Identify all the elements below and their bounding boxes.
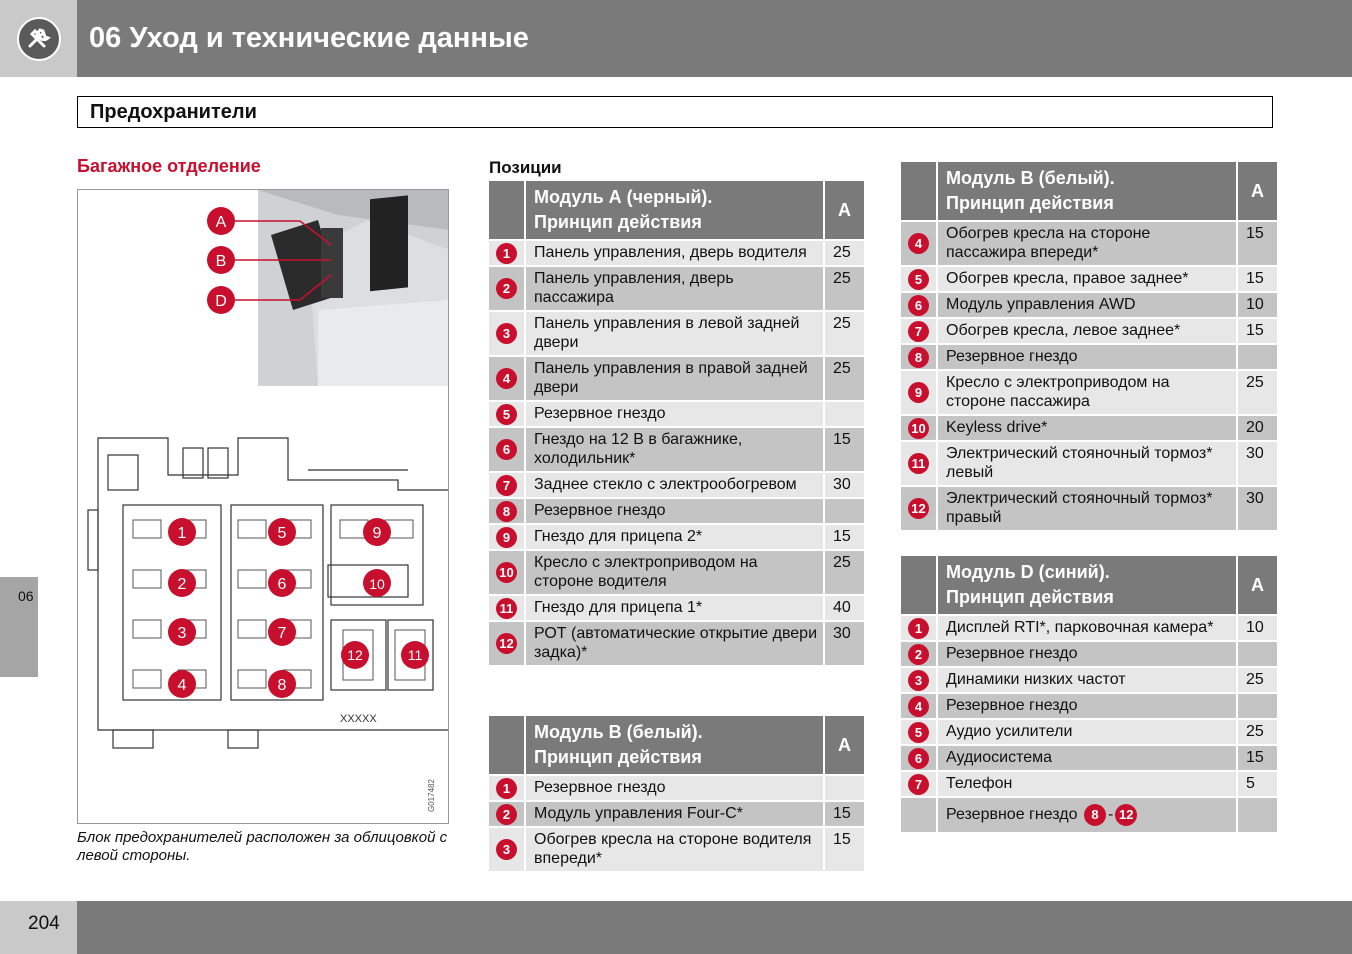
fuse-badge-6 xyxy=(268,569,296,597)
module-b-title: Модуль В (белый). Принцип действия xyxy=(938,162,1238,222)
row-function-cell: Гнездо для прицепа 1* xyxy=(526,596,825,622)
range-from-badge: 8 xyxy=(1084,804,1106,826)
row-function-cell xyxy=(938,798,1238,834)
row-amp-cell: 15 xyxy=(825,428,864,473)
table-row xyxy=(489,312,864,357)
fuse-number-badge: 5 xyxy=(496,404,517,425)
row-function-cell: Резервное гнездо xyxy=(526,402,825,428)
row-amp-cell xyxy=(825,776,864,802)
row-function-cell: Аудиосистема xyxy=(938,746,1238,772)
fuse-badge-4 xyxy=(168,670,196,698)
row-amp-cell: 20 xyxy=(1238,416,1277,442)
row-number-cell xyxy=(901,222,938,267)
table-row xyxy=(489,241,864,267)
fuse-badge-11 xyxy=(401,641,429,669)
table-row xyxy=(901,319,1277,345)
row-function-cell: Резервное гнездо xyxy=(526,499,825,525)
amp-header: А xyxy=(1238,162,1277,222)
table-row xyxy=(901,371,1277,416)
row-amp-cell: 25 xyxy=(825,357,864,402)
row-function-cell: Телефон xyxy=(938,772,1238,798)
module-d-table xyxy=(901,556,1277,834)
reserve-label: Резервное гнездо xyxy=(946,806,1078,824)
fuse-number-badge: 2 xyxy=(496,804,517,825)
svg-text:3: 3 xyxy=(177,625,187,642)
svg-text:XXXXX: XXXXX xyxy=(340,713,377,725)
table-row xyxy=(489,267,864,312)
row-function-cell: Резервное гнездо xyxy=(526,776,825,802)
section-title-box xyxy=(77,96,1273,128)
row-number-cell xyxy=(901,668,938,694)
fuse-number-badge: 4 xyxy=(908,233,929,254)
positions-heading: Позиции xyxy=(489,158,562,177)
row-amp-cell: 30 xyxy=(825,622,864,667)
row-number-cell xyxy=(901,371,938,416)
svg-text:10: 10 xyxy=(369,576,385,592)
row-function-cell: Резервное гнездо xyxy=(938,694,1238,720)
module-a-table xyxy=(489,181,864,667)
row-number-cell xyxy=(901,442,938,487)
footer-bar xyxy=(0,901,1352,954)
fuse-badge-5 xyxy=(268,518,296,546)
module-b1-rows xyxy=(489,716,864,873)
row-number-cell xyxy=(489,402,526,428)
row-number-cell xyxy=(489,312,526,357)
row-amp-cell xyxy=(1238,798,1277,834)
fuse-number-badge: 4 xyxy=(908,696,929,717)
chapter-title: 06 Уход и технические данные xyxy=(89,22,529,54)
page-number-box xyxy=(0,901,77,954)
row-amp-cell: 5 xyxy=(1238,772,1277,798)
fuse-number-badge: 2 xyxy=(496,278,517,299)
row-number-cell xyxy=(901,798,938,834)
fuse-number-badge: 11 xyxy=(908,453,929,474)
module-a-rows xyxy=(489,181,864,667)
row-amp-cell: 15 xyxy=(1238,746,1277,772)
chapter-logo xyxy=(0,0,77,77)
table-row xyxy=(901,293,1277,319)
chapter-side-tab xyxy=(0,577,38,677)
fuse-number-badge: 6 xyxy=(908,748,929,769)
amp-header: А xyxy=(1238,556,1277,616)
table-row xyxy=(489,499,864,525)
fuse-number-badge: 10 xyxy=(496,562,517,583)
table-row xyxy=(489,525,864,551)
svg-text:1: 1 xyxy=(177,525,187,542)
svg-text:2: 2 xyxy=(177,576,187,593)
row-function-cell: Кресло с электроприводом на стороне водителя xyxy=(526,551,825,596)
row-function-cell: Дисплей RTI*, парковочная камера* xyxy=(938,616,1238,642)
row-number-cell xyxy=(901,293,938,319)
row-function-cell: Обогрев кресла, правое заднее* xyxy=(938,267,1238,293)
fuse-badge-3 xyxy=(168,618,196,646)
side-tab-label: 06 xyxy=(18,588,34,604)
table-row xyxy=(489,622,864,667)
figure-caption: Блок предохранителей расположен за облицовкой с левой стороны. xyxy=(77,829,448,864)
row-number-cell xyxy=(901,642,938,668)
row-amp-cell: 25 xyxy=(1238,371,1277,416)
module-b-title: Модуль В (белый). Принцип действия xyxy=(526,716,825,776)
row-amp-cell xyxy=(1238,345,1277,371)
row-function-cell: Кресло с электроприводом на стороне пассажира xyxy=(938,371,1238,416)
module-a-title: Модуль А (черный). Принцип действия xyxy=(526,181,825,241)
fuse-number-badge: 5 xyxy=(908,722,929,743)
row-number-cell xyxy=(489,241,526,267)
svg-text:5: 5 xyxy=(277,525,287,542)
row-function-cell: Резервное гнездо xyxy=(938,642,1238,668)
row-number-cell xyxy=(901,772,938,798)
section-title: Предохранители xyxy=(90,101,257,123)
fuse-box-illustration xyxy=(77,189,449,824)
table-row xyxy=(489,473,864,499)
table-row xyxy=(901,720,1277,746)
row-function-cell: Панель управления, дверь пассажира xyxy=(526,267,825,312)
row-function-cell: Обогрев кресла на стороне водителя впереди* xyxy=(526,828,825,873)
row-number-cell xyxy=(489,622,526,667)
fuse-number-badge: 8 xyxy=(496,501,517,522)
wrench-screwdriver-icon xyxy=(16,16,62,62)
range-to-badge: 12 xyxy=(1115,804,1137,826)
row-number-cell xyxy=(901,616,938,642)
fuse-number-badge: 2 xyxy=(908,644,929,665)
trunk-subheading: Багажное отделение xyxy=(77,156,261,176)
row-amp-cell: 30 xyxy=(1238,487,1277,532)
row-number-cell xyxy=(489,473,526,499)
fuse-number-badge: 12 xyxy=(908,498,929,519)
table-row xyxy=(489,551,864,596)
svg-text:G017482: G017482 xyxy=(427,779,436,812)
row-function-cell: Обогрев кресла, левое заднее* xyxy=(938,319,1238,345)
row-number-cell xyxy=(901,416,938,442)
row-amp-cell: 15 xyxy=(1238,319,1277,345)
row-number-cell xyxy=(489,357,526,402)
module-b-table-1 xyxy=(489,716,864,873)
fuse-number-badge: 12 xyxy=(496,633,517,654)
table-row xyxy=(901,746,1277,772)
row-number-cell xyxy=(901,720,938,746)
fuse-number-badge: 7 xyxy=(908,774,929,795)
row-function-cell: Динамики низких частот xyxy=(938,668,1238,694)
svg-text:6: 6 xyxy=(277,576,287,593)
table-row xyxy=(901,668,1277,694)
table-row xyxy=(489,402,864,428)
callout-d xyxy=(207,286,235,314)
fuse-number-badge: 9 xyxy=(908,382,929,403)
table-row xyxy=(489,428,864,473)
row-number-cell xyxy=(489,802,526,828)
fuse-badge-7 xyxy=(268,618,296,646)
row-number-cell xyxy=(901,487,938,532)
fuse-number-badge: 8 xyxy=(908,347,929,368)
row-function-cell: Резервное гнездо xyxy=(938,345,1238,371)
amp-header: А xyxy=(825,716,864,776)
row-amp-cell xyxy=(825,499,864,525)
fuse-badge-9 xyxy=(363,518,391,546)
row-number-cell xyxy=(901,345,938,371)
row-amp-cell: 15 xyxy=(1238,222,1277,267)
row-number-cell xyxy=(489,499,526,525)
table-row xyxy=(901,772,1277,798)
svg-text:B: B xyxy=(215,253,227,270)
fuse-number-badge: 1 xyxy=(496,778,517,799)
fuse-badge-12 xyxy=(341,641,369,669)
table-row xyxy=(901,345,1277,371)
fuse-number-badge: 7 xyxy=(496,475,517,496)
row-amp-cell xyxy=(1238,694,1277,720)
row-number-cell xyxy=(489,776,526,802)
row-number-cell xyxy=(489,551,526,596)
table-row xyxy=(489,596,864,622)
row-number-cell xyxy=(489,596,526,622)
row-function-cell: Панель управления, дверь водителя xyxy=(526,241,825,267)
row-number-cell xyxy=(489,428,526,473)
row-function-cell: Гнездо на 12 В в багажнике, холодильник* xyxy=(526,428,825,473)
svg-text:D: D xyxy=(215,293,227,310)
row-function-cell: Панель управления в левой задней двери xyxy=(526,312,825,357)
fuse-number-badge: 7 xyxy=(908,321,929,342)
table-row xyxy=(901,642,1277,668)
row-amp-cell: 25 xyxy=(1238,720,1277,746)
fuse-number-badge: 6 xyxy=(496,439,517,460)
row-amp-cell: 15 xyxy=(1238,267,1277,293)
svg-text:8: 8 xyxy=(277,677,287,694)
row-amp-cell: 25 xyxy=(825,312,864,357)
fuse-number-badge: 3 xyxy=(908,670,929,691)
row-function-cell: Обогрев кресла на стороне пассажира впереди* xyxy=(938,222,1238,267)
row-amp-cell: 15 xyxy=(825,802,864,828)
svg-text:7: 7 xyxy=(277,625,287,642)
row-number-cell xyxy=(901,694,938,720)
row-function-cell: Аудио усилители xyxy=(938,720,1238,746)
row-number-cell xyxy=(901,746,938,772)
table-row xyxy=(489,828,864,873)
row-amp-cell: 15 xyxy=(825,525,864,551)
table-row xyxy=(901,616,1277,642)
row-number-cell xyxy=(901,319,938,345)
callout-a xyxy=(207,207,235,235)
row-amp-cell xyxy=(825,402,864,428)
row-amp-cell: 15 xyxy=(825,828,864,873)
box-marking xyxy=(340,713,377,725)
row-function-cell: Электрический стояночный тормоз* левый xyxy=(938,442,1238,487)
fuse-number-badge: 9 xyxy=(496,527,517,548)
fuse-badge-1 xyxy=(168,518,196,546)
table-row-reserve-range xyxy=(901,798,1277,834)
row-function-cell: Электрический стояночный тормоз* правый xyxy=(938,487,1238,532)
fuse-badge-10 xyxy=(363,569,391,597)
svg-text:A: A xyxy=(215,214,227,231)
fuse-badge-8 xyxy=(268,670,296,698)
svg-text:4: 4 xyxy=(177,677,187,694)
row-amp-cell xyxy=(1238,642,1277,668)
row-function-cell: Гнездо для прицепа 2* xyxy=(526,525,825,551)
range-dash: - xyxy=(1107,806,1114,824)
row-amp-cell: 25 xyxy=(1238,668,1277,694)
row-number-cell xyxy=(489,267,526,312)
row-function-cell: Модуль управления Four-C* xyxy=(526,802,825,828)
row-amp-cell: 30 xyxy=(825,473,864,499)
table-row xyxy=(901,442,1277,487)
table-row xyxy=(489,357,864,402)
table-row xyxy=(901,222,1277,267)
table-row xyxy=(489,776,864,802)
fuse-number-badge: 3 xyxy=(496,839,517,860)
fuse-number-badge: 3 xyxy=(496,323,517,344)
table-row xyxy=(901,487,1277,532)
module-b-table-2 xyxy=(901,162,1277,532)
callout-b xyxy=(207,246,235,274)
module-d-rows xyxy=(901,556,1277,834)
svg-text:9: 9 xyxy=(372,525,382,542)
figure-code xyxy=(427,779,436,812)
table-row xyxy=(901,694,1277,720)
module-d-title: Модуль D (синий). Принцип действия xyxy=(938,556,1238,616)
row-amp-cell: 10 xyxy=(1238,616,1277,642)
row-number-cell xyxy=(489,525,526,551)
row-function-cell: Заднее стекло с электрообогревом xyxy=(526,473,825,499)
svg-text:11: 11 xyxy=(407,647,423,663)
fuse-box-outline xyxy=(88,438,449,748)
row-amp-cell: 25 xyxy=(825,267,864,312)
amp-header: А xyxy=(825,181,864,241)
table-row xyxy=(489,802,864,828)
fuse-number-badge: 11 xyxy=(496,598,517,619)
row-number-cell xyxy=(901,267,938,293)
fuse-number-badge: 6 xyxy=(908,295,929,316)
row-amp-cell: 25 xyxy=(825,551,864,596)
svg-text:12: 12 xyxy=(347,647,363,663)
fuse-badge-2 xyxy=(168,569,196,597)
row-amp-cell: 10 xyxy=(1238,293,1277,319)
fuse-number-badge: 10 xyxy=(908,418,929,439)
fuse-number-badge: 1 xyxy=(496,243,517,264)
fuse-number-badge: 1 xyxy=(908,618,929,639)
row-function-cell: Панель управления в правой задней двери xyxy=(526,357,825,402)
page-number: 204 xyxy=(28,913,60,934)
row-amp-cell: 25 xyxy=(825,241,864,267)
module-b2-rows xyxy=(901,162,1277,532)
row-function-cell: РОТ (автоматические открытие двери задка)* xyxy=(526,622,825,667)
fuse-number-badge: 4 xyxy=(496,368,517,389)
row-number-cell xyxy=(489,828,526,873)
row-amp-cell: 40 xyxy=(825,596,864,622)
row-amp-cell: 30 xyxy=(1238,442,1277,487)
table-row xyxy=(901,416,1277,442)
fuse-number-badge: 5 xyxy=(908,269,929,290)
row-function-cell: Модуль управления AWD xyxy=(938,293,1238,319)
table-row xyxy=(901,267,1277,293)
fuse-box-drawing xyxy=(78,190,449,824)
row-function-cell: Keyless drive* xyxy=(938,416,1238,442)
